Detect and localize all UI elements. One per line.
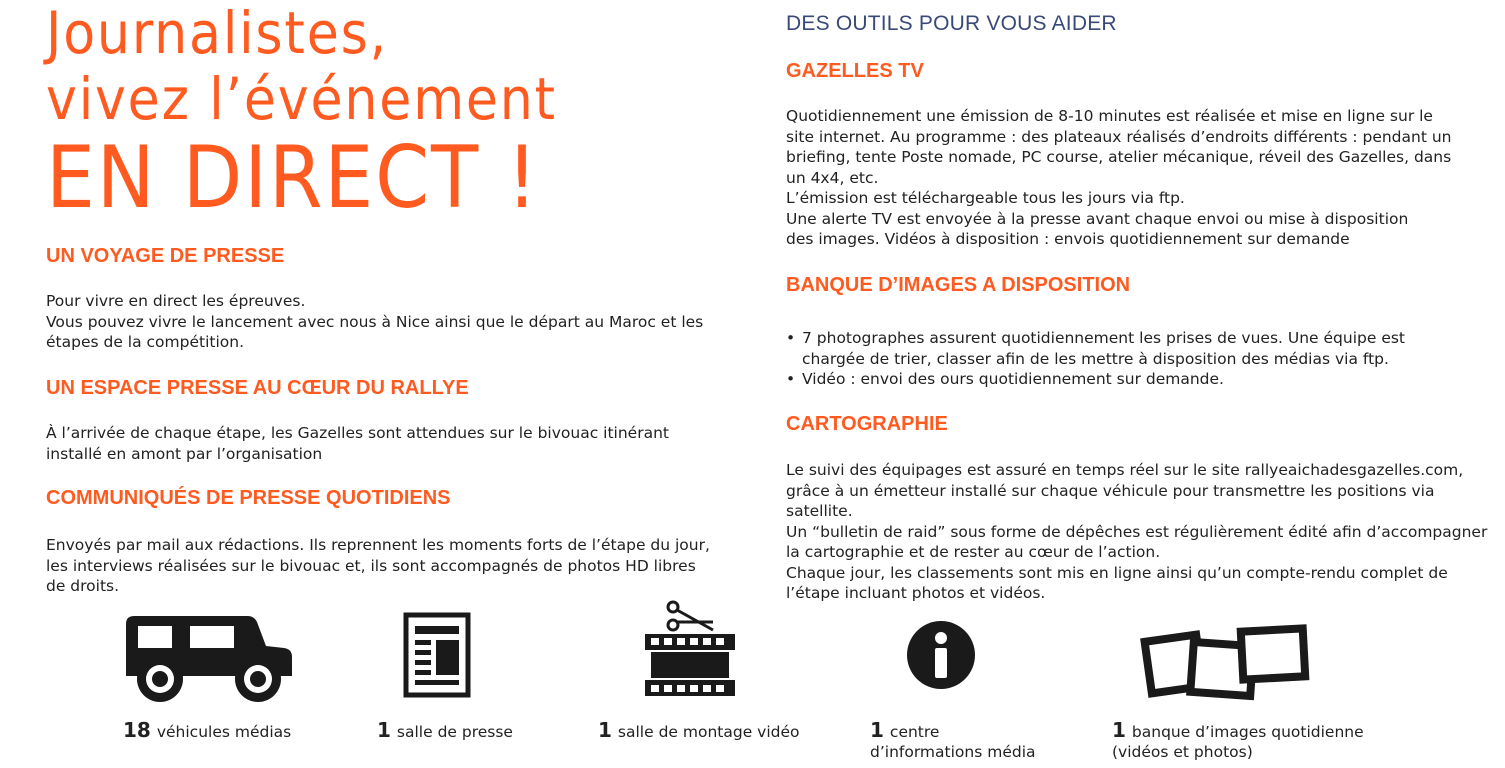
stat-banque-images: [1112, 720, 1364, 762]
section-body-communiques: [46, 535, 746, 597]
photos-icon: [1140, 620, 1315, 705]
section-title-communiques: COMMUNIQUÉS DE PRESSE QUOTIDIENS: [46, 487, 451, 509]
stat-label: centre: [889, 723, 940, 741]
headline-line-3: EN DIRECT !: [46, 128, 540, 228]
stat-number: 1: [598, 718, 612, 742]
text-line: les interviews réalisées sur le bivouac et, ils sont accompagnés de photos HD libres: [46, 556, 696, 575]
text-line: chargée de trier, classer afin de les mettre à disposition des médias via ftp.: [802, 349, 1389, 368]
stat-vehicules: [123, 720, 291, 742]
text-line: site internet. Au programme : des plateaux réalisés d’endroits différents : pendant un: [786, 127, 1452, 146]
stat-label: salle de presse: [396, 723, 513, 741]
list-item: [786, 328, 1486, 369]
text-line: l’étape incluant photos et vidéos.: [786, 584, 1046, 602]
text-line: Une alerte TV est envoyée à la presse avant chaque envoi ou mise à disposition: [786, 209, 1409, 228]
newspaper-icon: [403, 612, 471, 698]
stat-label: véhicules médias: [156, 723, 292, 741]
text-line: briefing, tente Poste nomade, PC course, atelier mécanique, réveil des Gazelles, dans: [786, 148, 1452, 166]
text-line: L’émission est téléchargeable tous les jours via ftp.: [786, 189, 1185, 207]
section-body-cartographie: [786, 460, 1496, 604]
stat-label-line2: d’informations média: [870, 743, 1036, 761]
stat-salle-montage: [598, 720, 800, 742]
text-line: la cartographie et de rester au cœur de l’action.: [786, 543, 1161, 561]
info-icon: [906, 620, 976, 690]
text-line: Vous pouvez vivre le lancement avec nous à Nice ainsi que le départ au Maroc et les: [46, 312, 704, 331]
section-title-voyage: UN VOYAGE DE PRESSE: [46, 245, 285, 267]
text-line: Envoyés par mail aux rédactions. Ils reprennent les moments forts de l’étape du jour,: [46, 536, 710, 554]
text-line: Un “bulletin de raid” sous forme de dépêches est régulièrement édité afin d’accompagner: [786, 522, 1488, 541]
text-line: Pour vivre en direct les épreuves.: [46, 292, 306, 310]
jeep-icon: [120, 612, 295, 707]
text-line: Le suivi des équipages est assuré en temps réel sur le site rallyeaichadesgazelles.com,: [786, 461, 1464, 479]
stat-centre-info: [870, 720, 1036, 762]
section-body-gazelles-tv: [786, 106, 1486, 250]
section-title-cartographie: CARTOGRAPHIE: [786, 413, 948, 435]
section-title-banque-images: BANQUE D’IMAGES A DISPOSITION: [786, 274, 1131, 296]
text-line: grâce à un émetteur installé sur chaque véhicule pour transmettre les positions via satellite.: [786, 481, 1435, 520]
section-body-voyage: [46, 291, 746, 353]
section-title-espace: UN ESPACE PRESSE AU CŒUR DU RALLYE: [46, 377, 469, 399]
right-kicker: DES OUTILS POUR VOUS AIDER: [786, 12, 1117, 35]
text-line: • 7 photographes assurent quotidiennement les prises de vues. Une équipe est: [802, 329, 1406, 347]
text-line: un 4x4, etc.: [786, 168, 879, 187]
stat-label: salle de montage vidéo: [617, 723, 800, 741]
headline-line-2: vivez l’événement: [46, 65, 557, 133]
text-line: • Vidéo : envoi des ours quotidiennement sur demande.: [802, 370, 1224, 388]
stat-salle-presse: [377, 720, 513, 742]
text-line: de droits.: [46, 577, 120, 595]
stat-label-line2: (vidéos et photos): [1112, 743, 1253, 761]
list-item: [786, 369, 1486, 390]
text-line: À l’arrivée de chaque étape, les Gazelles sont attendues sur le bivouac itinérant: [46, 424, 669, 442]
stat-number: 1: [377, 718, 391, 742]
film-scissors-icon: [643, 600, 738, 700]
text-line: Chaque jour, les classements sont mis en ligne ainsi qu’un compte-rendu complet de: [786, 563, 1448, 582]
stat-number: 18: [123, 718, 151, 742]
section-title-gazelles-tv: GAZELLES TV: [786, 60, 924, 82]
bullet-list-banque-images: [786, 328, 1486, 390]
text-line: installé en amont par l’organisation: [46, 444, 323, 463]
stat-label: banque d’images quotidienne: [1131, 723, 1364, 741]
text-line: Quotidiennement une émission de 8-10 minutes est réalisée et mise en ligne sur le: [786, 107, 1433, 125]
section-body-espace: [46, 423, 746, 464]
text-line: étapes de la compétition.: [46, 333, 245, 351]
headline-line-1: Journalistes,: [46, 0, 389, 67]
text-line: des images. Vidéos à disposition : envois quotidiennement sur demande: [786, 230, 1350, 248]
stat-number: 1: [1112, 718, 1126, 742]
headline: [46, 0, 614, 228]
stat-number: 1: [870, 718, 884, 742]
